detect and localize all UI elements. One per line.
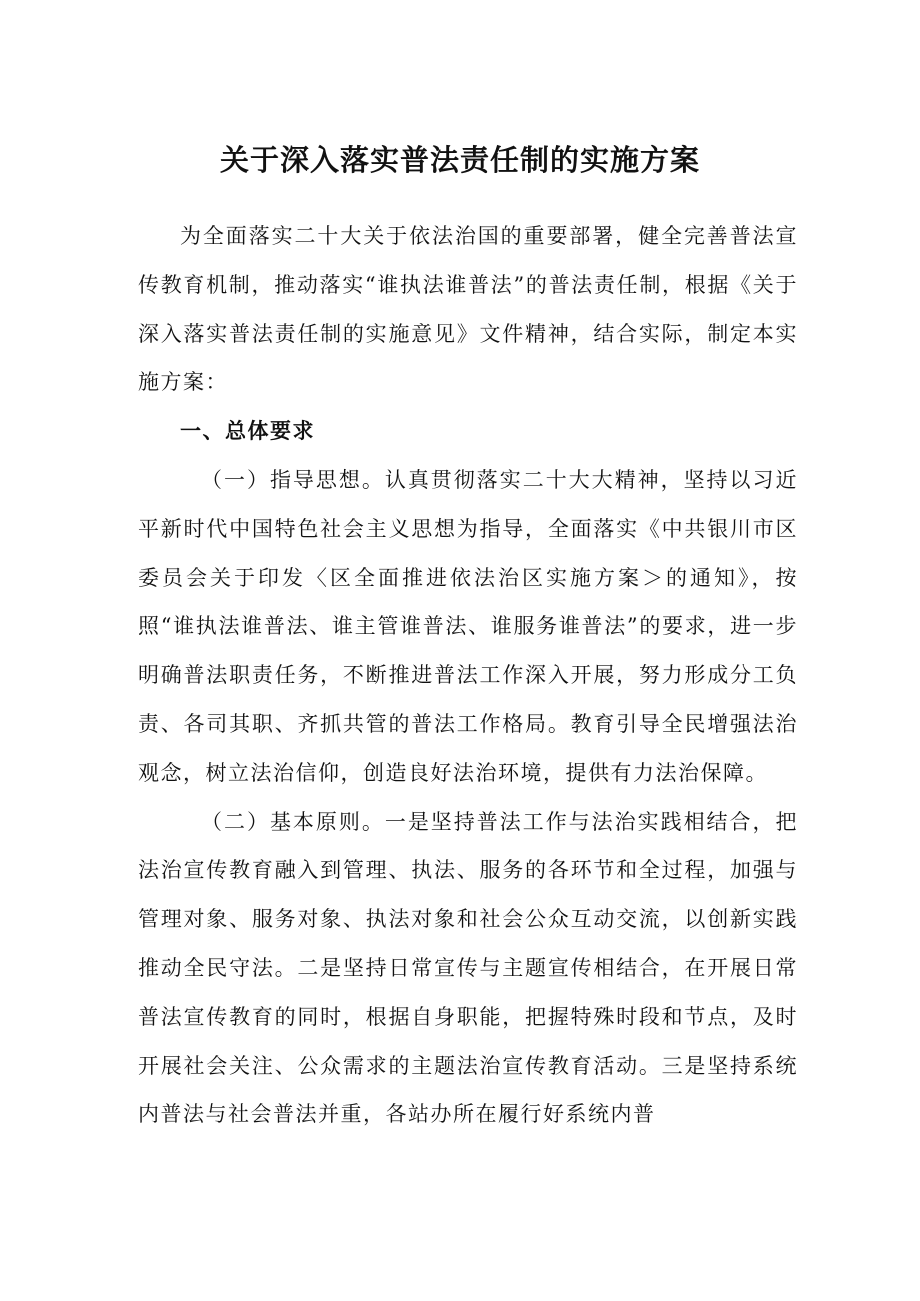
section-heading-general-requirements: 一、总体要求 bbox=[180, 419, 315, 444]
intro-paragraph: 为全面落实二十大关于依法治国的重要部署，健全完善普法宣传教育机制，推动落实“谁执法谁普法”的普法责任制，根据《关于深入落实普法责任制的实施意见》文件精神，结合实际，制定本实施方案： bbox=[138, 224, 798, 395]
document-body bbox=[138, 212, 798, 1139]
paragraph-guiding-ideology: （一）指导思想。认真贯彻落实二十大大精神，坚持以习近平新时代中国特色社会主义思想为指导，全面落实《中共银川市区委员会关于印发〈区全面推进依法治区实施方案＞的通知》，按照“谁执法谁普法、谁主管谁普法、谁服务谁普法”的要求，进一步明确普法职责任务，不断推进普法工作深入开展，努力形成分工负责、各司其职、齐抓共管的普法工作格局。教育引导全民增强法治观念，树立法治信仰，创造良好法治环境，提供有力法治保障。 bbox=[138, 467, 798, 785]
paragraph-basic-principles: （二）基本原则。一是坚持普法工作与法治实践相结合，把法治宣传教育融入到管理、执法、服务的各环节和全过程，加强与管理对象、服务对象、执法对象和社会公众互动交流，以创新实践推动全民守法。二是坚持日常宣传与主题宣传相结合，在开展日常普法宣传教育的同时，根据自身职能，把握特殊时段和节点，及时开展社会关注、公众需求的主题法治宣传教育活动。三是坚持系统内普法与社会普法并重，各站办所在履行好系统内普 bbox=[138, 809, 798, 1127]
document-title: 关于深入落实普法责任制的实施方案 bbox=[219, 143, 700, 177]
